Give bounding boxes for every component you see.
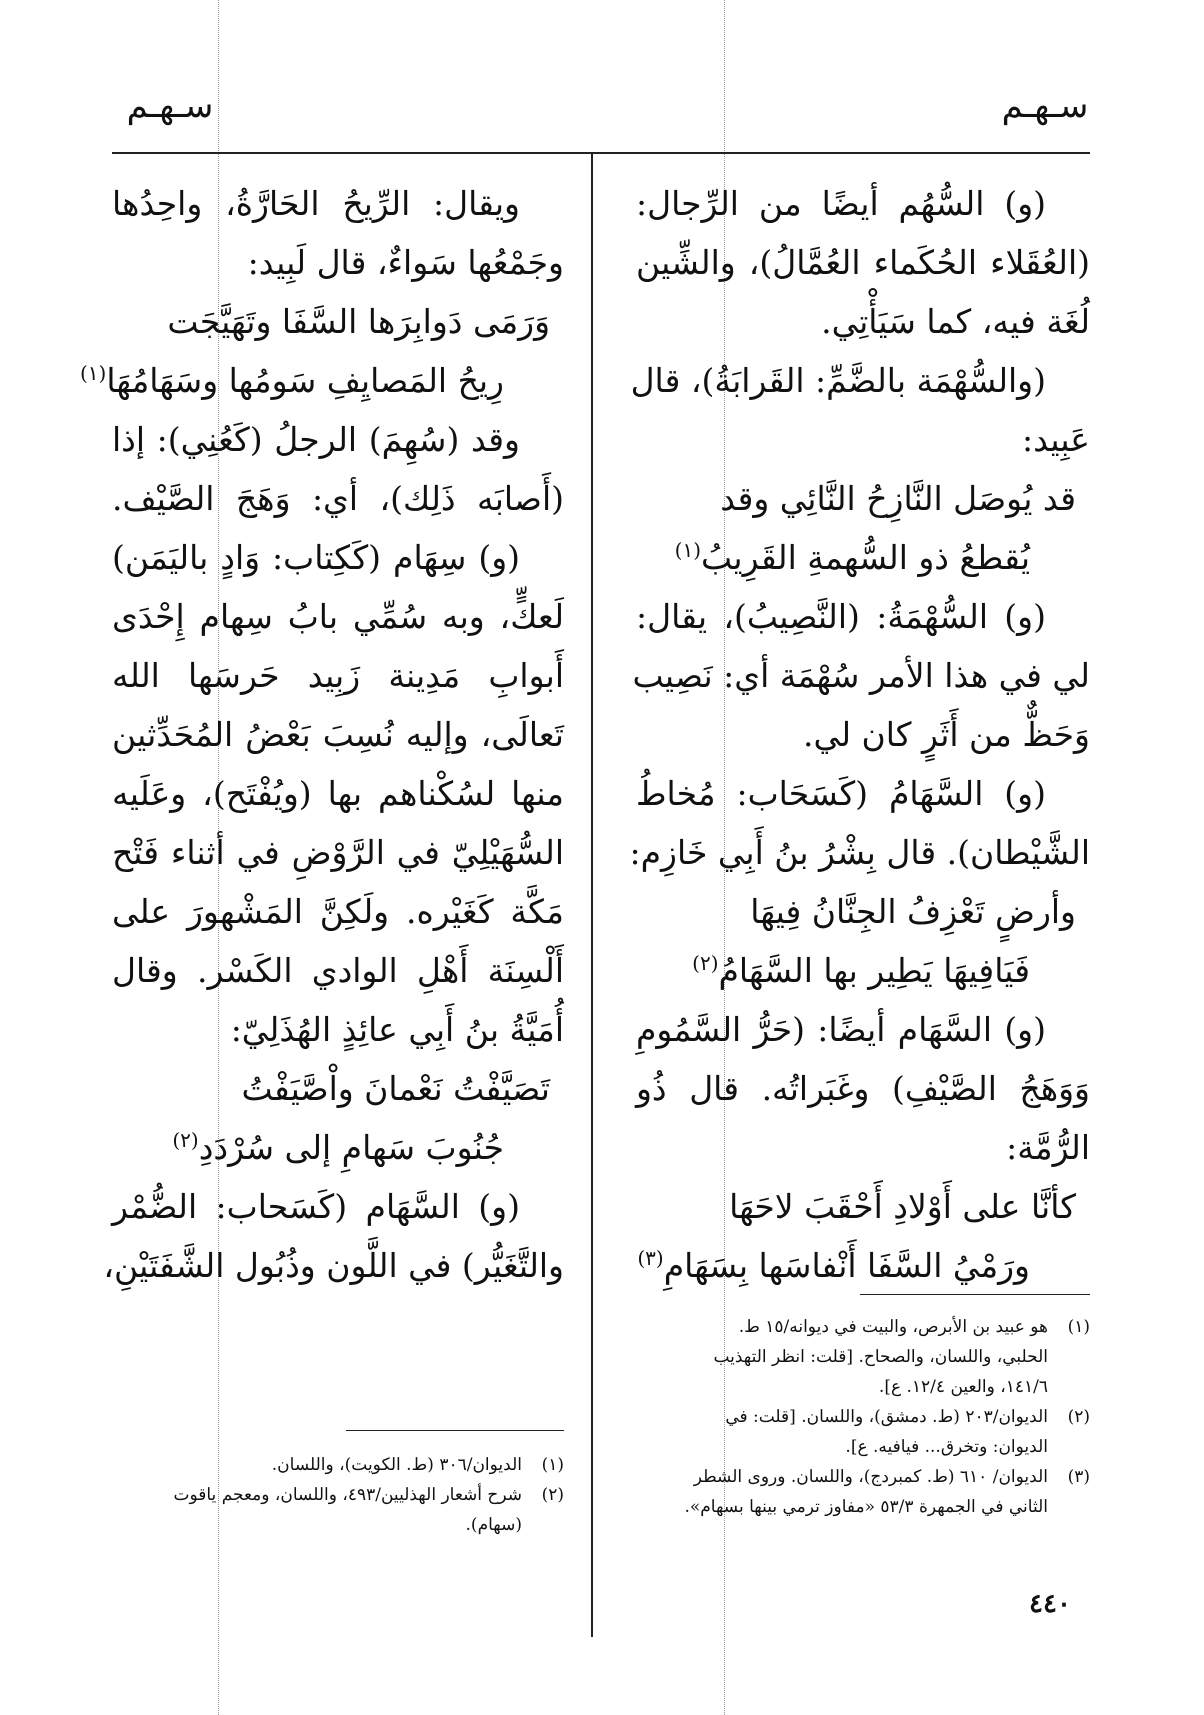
text-line: منها لسُكْناهم بها (ويُفْتَح)، وعَلَيه (112, 774, 564, 813)
text-line: (و) السَّهَام أيضًا: (حَرُّ السَّمُومِ (636, 1010, 1046, 1049)
footnote-number: (١) (1067, 1317, 1090, 1337)
footnote-text: شرح أشعار الهذليين/٤٩٣، واللسان، ومعجم ياقوت (173, 1485, 522, 1505)
footnote-line: الثاني في الجمهرة ٥٣/٣ «مفاوز ترمي بينها بسهام». (684, 1497, 1048, 1517)
text-line: لي في هذا الأمر سُهْمَة أي: نَصِيب (632, 656, 1090, 695)
footnote-number: (٢) (541, 1485, 564, 1505)
verse-text: رِيحُ المَصايِفِ سَومُها وسَهَامُهَا (106, 361, 504, 400)
footnote-number: (٣) (1067, 1467, 1090, 1487)
verse-text: ورَمْيُ السَّفَا أَنْفاسَها بِسَهَامِ (663, 1246, 1030, 1285)
footnote-line: (سهام). (465, 1515, 522, 1535)
right-column (629, 174, 1090, 1295)
text-line: الشَّيْطان). قال بِشْرُ بنُ أَبِي خَازِم: (629, 833, 1090, 872)
text-line: (و) سِهَام (كَكِتاب: وَادٍ باليَمَن) (112, 538, 520, 577)
text-line: وَوَهَجُ الصَّيْفِ) وغَبَراتُه. قال ذُو (636, 1069, 1090, 1108)
footnote-rule (860, 1294, 1090, 1295)
text-line: (أَصابَه ذَلِك)، أي: وَهَجَ الصَّيْف. (112, 479, 564, 518)
footnote-line (112, 1450, 564, 1480)
footnote-line (636, 1462, 1090, 1492)
footnote-number: (١) (541, 1455, 564, 1475)
footnote-text: الديوان/ ٦١٠ (ط. كمبردج)، واللسان. وروى الشطر (693, 1467, 1048, 1487)
footnote-line: الحلبي، واللسان، والصحاح. [قلت: انظر التهذيب (713, 1347, 1048, 1367)
verse-line: قد يُوصَل النَّازِحُ النَّائِي وقد (720, 479, 1076, 518)
footnotes-right (636, 1312, 1090, 1522)
verse-line (636, 941, 1090, 1000)
footnote-line: الديوان: وتخرق... فيافيه. ع]. (845, 1437, 1048, 1457)
text-line: وجَمْعُها سَواءٌ، قال لَبِيد: (247, 243, 564, 282)
footnote-text: الديوان/٢٠٣ (ط. دمشق)، واللسان. [قلت: في (725, 1407, 1048, 1427)
verse-line (636, 528, 1090, 587)
footnote-marker: (٢) (692, 951, 719, 975)
text-line: (والسُّهْمَة بالضَّمِّ: القَرابَةُ)، قال (630, 361, 1046, 400)
text-line: أَبوابِ مَدِينة زَبِيد حَرسَها الله (112, 656, 564, 695)
footnote-marker: (١) (674, 538, 702, 562)
footnote-line: ١٤١/٦، والعين ١٢/٤. ع]. (878, 1377, 1048, 1397)
text-line: أُمَيَّةُ بنُ أَبِي عائِذٍ الهُذَلِيّ: (230, 1010, 564, 1049)
verse-line (636, 1236, 1090, 1295)
text-line: ويقال: الرِّيحُ الحَارَّةُ، واحِدُها (112, 184, 520, 223)
verse-text: يُقطعُ ذو السُّهمةِ القَرِيبُ (701, 538, 1030, 577)
verse-line (79, 351, 564, 410)
page-number: ٤٤٠ (1029, 1589, 1071, 1619)
text-line: عَبِيد: (1021, 420, 1090, 459)
text-line: وَحَظٌّ من أَثَرٍ كان لي. (802, 715, 1090, 754)
left-column (79, 174, 564, 1295)
footnote-line (112, 1480, 564, 1510)
column-divider (591, 152, 593, 1637)
footnote-marker: (٢) (172, 1128, 199, 1152)
text-line: لُغَة فيه، كما سَيَأْتِي. (821, 302, 1090, 341)
text-line: تَعالَى، وإليه نُسِبَ بَعْضُ المُحَدِّثين (112, 715, 564, 754)
text-line: السُّهَيْلِيّ في الرَّوْضِ في أثناء فَتْح (112, 833, 564, 872)
footnote-text: الديوان/٣٠٦ (ط. الكويت)، واللسان. (271, 1455, 522, 1475)
verse-text: جُنُوبَ سَهامِ إلى سُرْدَدِ (198, 1128, 504, 1167)
verse-line (112, 1118, 564, 1177)
verse-text: فَيَافِيهَا يَطِير بها السَّهَامُ (718, 951, 1030, 990)
text-line: وقد (سُهِمَ) الرجلُ (كَعُنِي): إذا (112, 420, 520, 459)
footnotes-left (112, 1450, 564, 1540)
text-line: (و) السُّهْمَةُ: (النَّصِيبُ)، يقال: (636, 597, 1046, 636)
verse-line: كأنَّا على أَوْلادِ أَحْقَبَ لاحَهَا (729, 1187, 1076, 1226)
footnote-rule (346, 1430, 564, 1431)
text-line: (و) السَّهَامُ (كَسَحَاب: مُخاطُ (636, 774, 1046, 813)
text-line: أَلْسِنَة أَهْلِ الوادي الكَسْر. وقال (112, 951, 564, 990)
verse-line: تَصَيَّفْتُ نَعْمانَ واْصَّيَفْتُ (241, 1069, 550, 1108)
verse-line: وأرضٍ تَعْزِفُ الجِنَّانُ فِيهَا (750, 892, 1076, 931)
text-line: (العُقَلاء الحُكَماء العُمَّالُ)، والشِّين (636, 243, 1090, 282)
text-line: لَعكٍّ، وبه سُمِّي بابُ سِهام إِحْدَى (112, 597, 564, 636)
footnote-number: (٢) (1067, 1407, 1090, 1427)
footnote-text: هو عبيد بن الأبرص، والبيت في ديوانه/١٥ ط. (738, 1317, 1048, 1337)
footnote-marker: (١) (79, 361, 107, 385)
text-line: (و) السَّهَام (كَسَحاب: الضُّمْر (112, 1187, 520, 1226)
running-header-right: سـهـم (1001, 86, 1089, 126)
text-line: والتَّغَيُّر) في اللَّون وذُبُول الشَّفَتَيْنِ، (103, 1246, 564, 1285)
running-header-left: سـهـم (126, 86, 214, 126)
verse-line: وَرَمَى دَوابِرَها السَّفَا وتَهَيَّجَت (167, 302, 550, 341)
footnote-line (636, 1312, 1090, 1342)
footnote-line (636, 1402, 1090, 1432)
text-line: الرُّمَّة: (1006, 1128, 1090, 1167)
text-line: مَكَّة كَغَيْره. ولَكِنَّ المَشْهورَ على (112, 892, 564, 931)
header-rule (112, 152, 1090, 154)
text-line: (و) السُّهُم أيضًا من الرِّجال: (636, 184, 1046, 223)
footnote-marker: (٣) (637, 1246, 664, 1270)
